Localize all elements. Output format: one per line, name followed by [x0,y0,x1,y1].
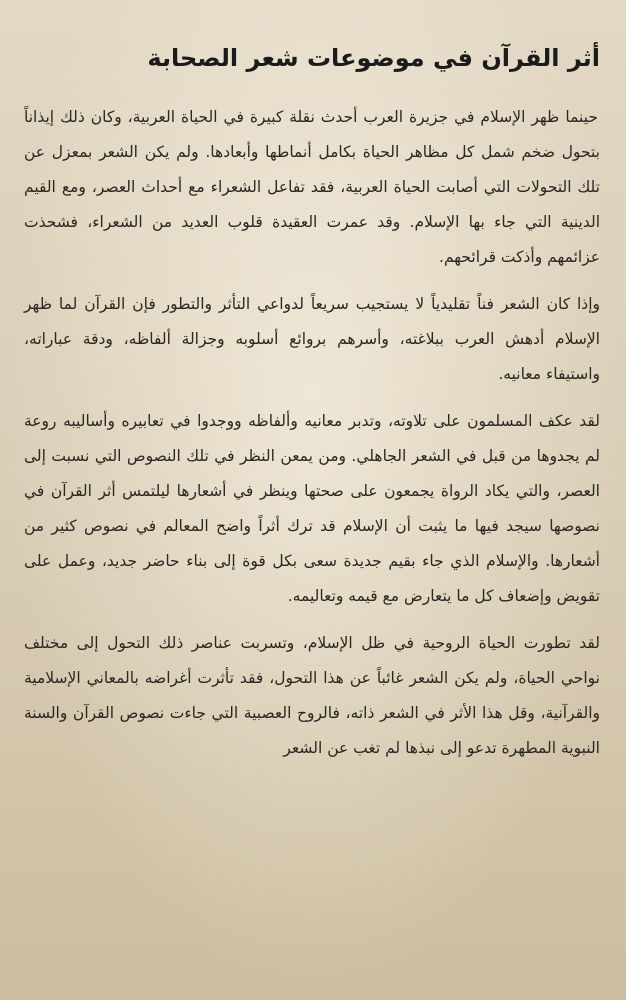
paragraph-3: لقد عكف المسلمون على تلاوته، وتدبر معانيه وألفاظه ووجدوا في تعابيره وأساليبه روعة لم يجدوها من قبل في الشعر الجاهلي. ومن يمعن النظر في تلك النصوص التي نسبت إلى العصر، والتي يكاد الرواة يجمعون على صحتها وينظر في أشعارها ليلتمس أثر القرآن في نصوصها سيجد فيها ما يثبت أن الإسلام قد ترك أثراً واضح المعالم في نصوص كثير من أشعارها. والإسلام الذي جاء بقيم جديدة سعى بكل قوة إلى بناء حاضر جديد، وعمل على تقويض وإضعاف كل ما يتعارض مع قيمه وتعاليمه. [24,412,600,605]
body-text [24,100,600,778]
paragraph-2: وإذا كان الشعر فناً تقليدياً لا يستجيب سريعاً لدواعي التأثر والتطور فإن القرآن لما ظهر الإسلام أدهش العرب ببلاغته، وأسرهم بروائع أسلوبه وجزالة ألفاظه، ودقة عباراته، واستيفاء معانيه. [24,295,600,383]
paragraph-1: حينما ظهر الإسلام في جزيرة العرب أحدث نقلة كبيرة في الحياة العربية، وكان ذلك إيذاناً بتحول ضخم شمل كل مظاهر الحياة بكامل أنماطها وأبعادها. ولم يكن الشعر بمعزل عن تلك التحولات التي أصابت الحياة العربية، فقد تفاعل الشعراء مع أحداث العصر، ومع القيم الدينية التي جاء بها الإسلام. وقد عمرت العقيدة قلوب العديد من الشعراء، فشحذت عزائمهم وأذكت قرائحهم. [24,108,600,266]
section-heading: أثر القرآن في موضوعات شعر الصحابة [147,44,600,72]
paragraph-4: لقد تطورت الحياة الروحية في ظل الإسلام، وتسربت عناصر ذلك التحول إلى مختلف نواحي الحياة، ولم يكن الشعر غائباً عن هذا التحول، فقد تأثرت أغراضه بالمعاني الإسلامية والقرآنية، وقل هذا الأثر في الشعر ذاته، فالروح العصبية التي جاءت نصوص القرآن والسنة النبوية المطهرة تدعو إلى نبذها لم تغب عن الشعر [24,634,600,757]
